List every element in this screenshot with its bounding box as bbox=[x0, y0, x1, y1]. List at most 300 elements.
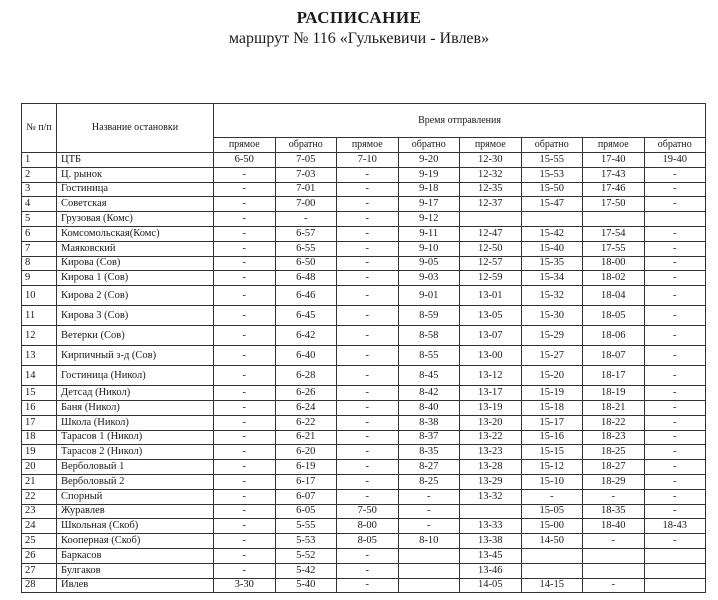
row-number: 9 bbox=[22, 271, 57, 286]
row-number: 13 bbox=[22, 346, 57, 366]
stop-name: Кирова 2 (Сов) bbox=[57, 286, 214, 306]
table-row bbox=[22, 504, 706, 519]
row-number: 20 bbox=[22, 460, 57, 475]
departure-time: 7-01 bbox=[275, 182, 337, 197]
departure-time: - bbox=[644, 271, 706, 286]
row-number: 28 bbox=[22, 578, 57, 593]
departure-time: 15-53 bbox=[521, 167, 583, 182]
departure-time: 8-27 bbox=[398, 460, 460, 475]
departure-time: 12-57 bbox=[460, 256, 522, 271]
departure-time: 7-05 bbox=[275, 153, 337, 168]
departure-time: 6-19 bbox=[275, 460, 337, 475]
departure-time: 18-35 bbox=[583, 504, 645, 519]
departure-time: - bbox=[214, 271, 276, 286]
departure-time: 13-46 bbox=[460, 563, 522, 578]
table-row bbox=[22, 306, 706, 326]
departure-time: - bbox=[337, 241, 399, 256]
departure-time: 15-34 bbox=[521, 271, 583, 286]
stop-name: Маяковский bbox=[57, 241, 214, 256]
table-row bbox=[22, 415, 706, 430]
departure-time: 18-23 bbox=[583, 430, 645, 445]
departure-time: - bbox=[214, 400, 276, 415]
departure-time: 15-10 bbox=[521, 474, 583, 489]
departure-time: - bbox=[214, 504, 276, 519]
departure-time: - bbox=[337, 271, 399, 286]
departure-time: - bbox=[214, 306, 276, 326]
departure-time: - bbox=[214, 460, 276, 475]
departure-time bbox=[644, 548, 706, 563]
departure-time bbox=[583, 212, 645, 227]
departure-time: 6-48 bbox=[275, 271, 337, 286]
departure-time: 15-40 bbox=[521, 241, 583, 256]
departure-time: 9-03 bbox=[398, 271, 460, 286]
departure-time: 8-35 bbox=[398, 445, 460, 460]
departure-time: - bbox=[214, 241, 276, 256]
direction-header: прямое bbox=[583, 138, 645, 153]
departure-time: 6-40 bbox=[275, 346, 337, 366]
stop-name: Школьная (Скоб) bbox=[57, 519, 214, 534]
departure-time: - bbox=[214, 366, 276, 386]
table-row bbox=[22, 578, 706, 593]
departure-time: - bbox=[214, 212, 276, 227]
row-number: 21 bbox=[22, 474, 57, 489]
departure-time: - bbox=[214, 286, 276, 306]
departure-time: - bbox=[337, 346, 399, 366]
departure-time: 15-27 bbox=[521, 346, 583, 366]
stop-name: Школа (Никол) bbox=[57, 415, 214, 430]
departure-time: 9-19 bbox=[398, 167, 460, 182]
table-row bbox=[22, 182, 706, 197]
departure-time: - bbox=[337, 578, 399, 593]
departure-time: - bbox=[337, 197, 399, 212]
table-row bbox=[22, 489, 706, 504]
table-row bbox=[22, 386, 706, 401]
departure-time: - bbox=[337, 212, 399, 227]
departure-time: 8-45 bbox=[398, 366, 460, 386]
departure-time: 8-37 bbox=[398, 430, 460, 445]
stop-name: Ивлев bbox=[57, 578, 214, 593]
departure-time: - bbox=[644, 197, 706, 212]
departure-time bbox=[521, 548, 583, 563]
departure-time: - bbox=[337, 366, 399, 386]
departure-time: 18-29 bbox=[583, 474, 645, 489]
departure-time: - bbox=[337, 286, 399, 306]
departure-time: 8-00 bbox=[337, 519, 399, 534]
stop-name: Баня (Никол) bbox=[57, 400, 214, 415]
row-number: 26 bbox=[22, 548, 57, 563]
departure-time: 15-19 bbox=[521, 386, 583, 401]
stop-name: Советская bbox=[57, 197, 214, 212]
departure-time: 12-37 bbox=[460, 197, 522, 212]
departure-time: - bbox=[583, 489, 645, 504]
departure-time: 12-32 bbox=[460, 167, 522, 182]
departure-time: - bbox=[644, 504, 706, 519]
departure-time: 6-28 bbox=[275, 366, 337, 386]
direction-header: обратно bbox=[644, 138, 706, 153]
table-row bbox=[22, 548, 706, 563]
departure-time: - bbox=[398, 489, 460, 504]
schedule-table bbox=[21, 103, 706, 593]
row-number: 8 bbox=[22, 256, 57, 271]
departure-time: - bbox=[644, 474, 706, 489]
departure-time: - bbox=[214, 256, 276, 271]
departure-time: - bbox=[644, 489, 706, 504]
departure-time bbox=[521, 563, 583, 578]
departure-time: - bbox=[214, 182, 276, 197]
departure-time: 7-50 bbox=[337, 504, 399, 519]
departure-time: - bbox=[644, 226, 706, 241]
row-number: 1 bbox=[22, 153, 57, 168]
departure-time: 14-15 bbox=[521, 578, 583, 593]
departure-time: 15-15 bbox=[521, 445, 583, 460]
departure-time: 9-12 bbox=[398, 212, 460, 227]
departure-time: 14-05 bbox=[460, 578, 522, 593]
departure-time: 3-30 bbox=[214, 578, 276, 593]
table-row bbox=[22, 474, 706, 489]
departure-time: 6-22 bbox=[275, 415, 337, 430]
table-row bbox=[22, 241, 706, 256]
departure-time: - bbox=[644, 326, 706, 346]
departure-time: - bbox=[214, 519, 276, 534]
departure-time: 6-07 bbox=[275, 489, 337, 504]
departure-time: - bbox=[644, 534, 706, 549]
departure-time: 13-45 bbox=[460, 548, 522, 563]
departure-time: 15-18 bbox=[521, 400, 583, 415]
departure-time bbox=[398, 578, 460, 593]
departure-time: 7-10 bbox=[337, 153, 399, 168]
departure-time: 12-30 bbox=[460, 153, 522, 168]
departure-time: - bbox=[337, 256, 399, 271]
departure-time: 5-55 bbox=[275, 519, 337, 534]
direction-header: обратно bbox=[521, 138, 583, 153]
departure-time: 13-32 bbox=[460, 489, 522, 504]
stop-name: Кирова (Сов) bbox=[57, 256, 214, 271]
departure-time: - bbox=[214, 386, 276, 401]
departure-time: - bbox=[644, 286, 706, 306]
departure-time: - bbox=[398, 504, 460, 519]
departure-time: 6-24 bbox=[275, 400, 337, 415]
departure-time: - bbox=[214, 474, 276, 489]
stop-name: ЦТБ bbox=[57, 153, 214, 168]
row-number: 11 bbox=[22, 306, 57, 326]
departure-time: 8-38 bbox=[398, 415, 460, 430]
departure-time: 15-00 bbox=[521, 519, 583, 534]
departure-time: - bbox=[337, 445, 399, 460]
row-number: 12 bbox=[22, 326, 57, 346]
table-row bbox=[22, 366, 706, 386]
departure-time: 18-43 bbox=[644, 519, 706, 534]
departure-time: 7-03 bbox=[275, 167, 337, 182]
departure-time: 17-54 bbox=[583, 226, 645, 241]
departure-time: 13-19 bbox=[460, 400, 522, 415]
stop-name-header: Название остановки bbox=[57, 104, 214, 153]
departure-time: 5-40 bbox=[275, 578, 337, 593]
departure-time: - bbox=[214, 445, 276, 460]
departure-time: 19-40 bbox=[644, 153, 706, 168]
page-title: РАСПИСАНИЕ bbox=[296, 8, 422, 27]
departure-time: 9-11 bbox=[398, 226, 460, 241]
table-row bbox=[22, 430, 706, 445]
departure-time: - bbox=[337, 167, 399, 182]
schedule-body bbox=[22, 153, 706, 593]
departure-time: 15-30 bbox=[521, 306, 583, 326]
direction-header: прямое bbox=[460, 138, 522, 153]
departure-time: 13-29 bbox=[460, 474, 522, 489]
departure-time: 9-01 bbox=[398, 286, 460, 306]
stop-name: Кирова 1 (Сов) bbox=[57, 271, 214, 286]
departure-time: - bbox=[644, 430, 706, 445]
departure-time bbox=[644, 563, 706, 578]
departure-time: 12-47 bbox=[460, 226, 522, 241]
departure-time bbox=[583, 563, 645, 578]
departure-time: - bbox=[644, 386, 706, 401]
table-row bbox=[22, 445, 706, 460]
stop-name: Ветерки (Сов) bbox=[57, 326, 214, 346]
table-row bbox=[22, 286, 706, 306]
departure-time: 15-50 bbox=[521, 182, 583, 197]
departure-time: - bbox=[337, 474, 399, 489]
departure-time: - bbox=[398, 519, 460, 534]
departure-time bbox=[460, 504, 522, 519]
departure-time: 17-50 bbox=[583, 197, 645, 212]
departure-time: - bbox=[644, 167, 706, 182]
departure-time: 17-43 bbox=[583, 167, 645, 182]
departure-time: 6-05 bbox=[275, 504, 337, 519]
row-number: 4 bbox=[22, 197, 57, 212]
departure-time: - bbox=[644, 182, 706, 197]
table-row bbox=[22, 563, 706, 578]
stop-name: Кооперная (Скоб) bbox=[57, 534, 214, 549]
row-number: 7 bbox=[22, 241, 57, 256]
departure-time: - bbox=[214, 226, 276, 241]
departure-time: - bbox=[644, 241, 706, 256]
departure-time: 18-40 bbox=[583, 519, 645, 534]
departure-time: 15-35 bbox=[521, 256, 583, 271]
stop-name: Спорный bbox=[57, 489, 214, 504]
departure-time: 7-00 bbox=[275, 197, 337, 212]
departure-time: - bbox=[644, 415, 706, 430]
stop-name: Детсад (Никол) bbox=[57, 386, 214, 401]
departure-time: - bbox=[214, 197, 276, 212]
departure-time bbox=[644, 578, 706, 593]
departure-time: 17-55 bbox=[583, 241, 645, 256]
departure-time: 18-22 bbox=[583, 415, 645, 430]
departure-time: 6-20 bbox=[275, 445, 337, 460]
departure-time bbox=[644, 212, 706, 227]
departure-time: 12-59 bbox=[460, 271, 522, 286]
row-number: 22 bbox=[22, 489, 57, 504]
departure-time: 6-26 bbox=[275, 386, 337, 401]
departure-time: 8-40 bbox=[398, 400, 460, 415]
table-row bbox=[22, 519, 706, 534]
departure-time: 12-50 bbox=[460, 241, 522, 256]
row-number: 10 bbox=[22, 286, 57, 306]
departure-time: 6-21 bbox=[275, 430, 337, 445]
departure-time: - bbox=[214, 430, 276, 445]
stop-name: Гостиница (Никол) bbox=[57, 366, 214, 386]
departure-time: - bbox=[214, 563, 276, 578]
departure-time: 8-05 bbox=[337, 534, 399, 549]
departure-time: - bbox=[214, 548, 276, 563]
departure-time: - bbox=[275, 212, 337, 227]
stop-name: Ц. рынок bbox=[57, 167, 214, 182]
direction-header: прямое bbox=[337, 138, 399, 153]
header-row bbox=[22, 104, 706, 138]
departure-time: 13-33 bbox=[460, 519, 522, 534]
departure-time: 18-27 bbox=[583, 460, 645, 475]
departure-time: - bbox=[337, 563, 399, 578]
departure-time: - bbox=[521, 489, 583, 504]
row-number: 15 bbox=[22, 386, 57, 401]
departure-time: - bbox=[337, 430, 399, 445]
table-row bbox=[22, 346, 706, 366]
table-row bbox=[22, 326, 706, 346]
departure-time: - bbox=[214, 489, 276, 504]
departure-time: - bbox=[337, 182, 399, 197]
departure-time: 15-29 bbox=[521, 326, 583, 346]
departure-time bbox=[460, 212, 522, 227]
departure-time: - bbox=[214, 534, 276, 549]
departure-time: 13-07 bbox=[460, 326, 522, 346]
departure-time: 13-22 bbox=[460, 430, 522, 445]
departure-time: - bbox=[644, 366, 706, 386]
row-number: 24 bbox=[22, 519, 57, 534]
departure-time: 15-55 bbox=[521, 153, 583, 168]
departure-time: 5-42 bbox=[275, 563, 337, 578]
departure-time: - bbox=[583, 578, 645, 593]
departure-time: - bbox=[644, 400, 706, 415]
stop-name: Булгаков bbox=[57, 563, 214, 578]
departure-time bbox=[398, 563, 460, 578]
departure-time: 13-20 bbox=[460, 415, 522, 430]
departure-time: 15-42 bbox=[521, 226, 583, 241]
stop-name: Тарасов 2 (Никол) bbox=[57, 445, 214, 460]
departure-time: 18-17 bbox=[583, 366, 645, 386]
row-number: 3 bbox=[22, 182, 57, 197]
departure-time: 9-05 bbox=[398, 256, 460, 271]
departure-time: - bbox=[583, 534, 645, 549]
departure-time: - bbox=[644, 346, 706, 366]
departure-time: - bbox=[337, 415, 399, 430]
table-row bbox=[22, 460, 706, 475]
departure-time: - bbox=[214, 415, 276, 430]
departure-time: 5-53 bbox=[275, 534, 337, 549]
departure-time: - bbox=[337, 306, 399, 326]
departure-time: 8-42 bbox=[398, 386, 460, 401]
departure-time: 9-17 bbox=[398, 197, 460, 212]
departure-time: 8-58 bbox=[398, 326, 460, 346]
departure-time: 6-50 bbox=[275, 256, 337, 271]
stop-name: Гостиница bbox=[57, 182, 214, 197]
departure-time: 6-57 bbox=[275, 226, 337, 241]
row-number: 27 bbox=[22, 563, 57, 578]
departure-time: 17-46 bbox=[583, 182, 645, 197]
row-number: 5 bbox=[22, 212, 57, 227]
departure-time: - bbox=[337, 400, 399, 415]
row-number: 14 bbox=[22, 366, 57, 386]
table-row bbox=[22, 400, 706, 415]
route-subtitle: маршрут № 116 «Гулькевичи - Ивлев» bbox=[228, 30, 490, 47]
departure-time: 15-16 bbox=[521, 430, 583, 445]
departure-time: 9-20 bbox=[398, 153, 460, 168]
departure-time: 18-21 bbox=[583, 400, 645, 415]
departure-time: 13-17 bbox=[460, 386, 522, 401]
departure-time-header: Время отправления bbox=[214, 104, 706, 138]
departure-time: - bbox=[644, 460, 706, 475]
departure-time: - bbox=[337, 326, 399, 346]
departure-time: 18-19 bbox=[583, 386, 645, 401]
row-number: 16 bbox=[22, 400, 57, 415]
direction-header: обратно bbox=[275, 138, 337, 153]
departure-time: 6-55 bbox=[275, 241, 337, 256]
table-row bbox=[22, 226, 706, 241]
stop-name: Журавлев bbox=[57, 504, 214, 519]
departure-time: 9-10 bbox=[398, 241, 460, 256]
table-row bbox=[22, 271, 706, 286]
departure-time: - bbox=[337, 548, 399, 563]
row-number: 19 bbox=[22, 445, 57, 460]
departure-time bbox=[521, 212, 583, 227]
stop-name: Верболовый 2 bbox=[57, 474, 214, 489]
row-number: 6 bbox=[22, 226, 57, 241]
departure-time: 6-17 bbox=[275, 474, 337, 489]
departure-time: 15-47 bbox=[521, 197, 583, 212]
row-number: 17 bbox=[22, 415, 57, 430]
table-row bbox=[22, 153, 706, 168]
departure-time: 18-00 bbox=[583, 256, 645, 271]
departure-time: - bbox=[337, 460, 399, 475]
stop-name: Баркасов bbox=[57, 548, 214, 563]
row-number: 25 bbox=[22, 534, 57, 549]
departure-time: 8-10 bbox=[398, 534, 460, 549]
departure-time: 12-35 bbox=[460, 182, 522, 197]
departure-time: 18-04 bbox=[583, 286, 645, 306]
table-row bbox=[22, 197, 706, 212]
departure-time: - bbox=[337, 226, 399, 241]
departure-time: - bbox=[337, 489, 399, 504]
departure-time: 15-05 bbox=[521, 504, 583, 519]
departure-time: 8-59 bbox=[398, 306, 460, 326]
departure-time: 13-00 bbox=[460, 346, 522, 366]
departure-time: 18-07 bbox=[583, 346, 645, 366]
departure-time: - bbox=[337, 386, 399, 401]
departure-time: 13-12 bbox=[460, 366, 522, 386]
direction-header: прямое bbox=[214, 138, 276, 153]
stop-name: Комсомольская(Комс) bbox=[57, 226, 214, 241]
departure-time bbox=[583, 548, 645, 563]
departure-time: 5-52 bbox=[275, 548, 337, 563]
departure-time: - bbox=[214, 346, 276, 366]
departure-time: 13-28 bbox=[460, 460, 522, 475]
table-row bbox=[22, 212, 706, 227]
departure-time: 8-25 bbox=[398, 474, 460, 489]
departure-time: 15-32 bbox=[521, 286, 583, 306]
stop-name: Верболовый 1 bbox=[57, 460, 214, 475]
stop-name: Грузовая (Комс) bbox=[57, 212, 214, 227]
departure-time: - bbox=[644, 445, 706, 460]
departure-time: - bbox=[214, 326, 276, 346]
departure-time: 13-38 bbox=[460, 534, 522, 549]
table-row bbox=[22, 167, 706, 182]
departure-time bbox=[398, 548, 460, 563]
departure-time: 9-18 bbox=[398, 182, 460, 197]
departure-time: - bbox=[214, 167, 276, 182]
departure-time: 13-23 bbox=[460, 445, 522, 460]
table-row bbox=[22, 256, 706, 271]
departure-time: 6-45 bbox=[275, 306, 337, 326]
departure-time: 17-40 bbox=[583, 153, 645, 168]
departure-time: 6-42 bbox=[275, 326, 337, 346]
